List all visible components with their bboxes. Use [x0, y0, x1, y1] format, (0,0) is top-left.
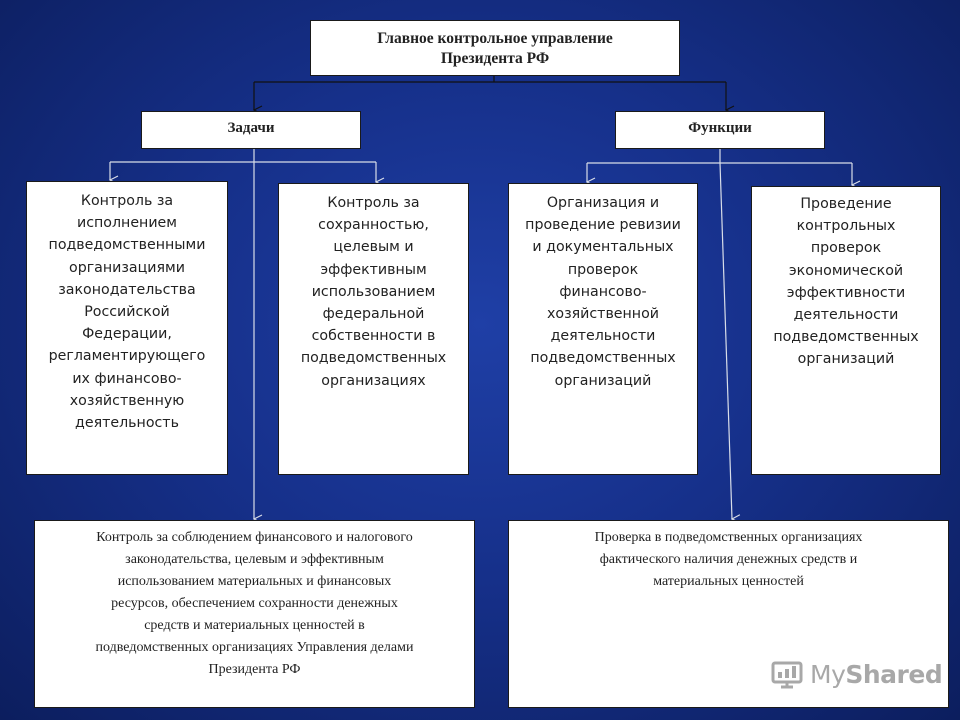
card-line: подведомственных	[300, 350, 447, 367]
card-line: финансово-	[559, 283, 647, 300]
card-line: подведомственных организациях Управления делами	[95, 640, 414, 655]
card-line: исполнением	[77, 215, 177, 232]
card-line: организациях	[321, 372, 426, 389]
card-line: организаций	[554, 372, 652, 389]
functions-label: Функции	[688, 120, 752, 136]
card-line: экономической	[788, 262, 904, 279]
tasks-label: Задачи	[227, 120, 275, 136]
connector-root-split	[254, 76, 726, 82]
card-line: Контроль за	[80, 193, 174, 209]
card-line: подведомственными	[48, 237, 206, 254]
card-line: фактического наличия денежных средств и	[599, 552, 858, 567]
tasks-node	[141, 111, 361, 149]
card-line: Российской	[84, 304, 170, 321]
card-line: и документальных	[532, 239, 674, 256]
card-line: использованием	[311, 283, 436, 300]
presentation-icon	[770, 659, 804, 689]
card-line: собственности в	[311, 328, 436, 345]
arrow-to-function-card-3	[720, 163, 732, 519]
card-line: ресурсов, обеспечением сохранности денежных	[111, 596, 398, 611]
card-line: деятельность	[75, 415, 179, 432]
card-line: деятельности	[793, 307, 899, 324]
card-line: средств и материальных ценностей в	[144, 618, 365, 633]
card-line: использованием материальных и финансовых	[117, 574, 392, 589]
card-line: целевым и	[333, 239, 414, 256]
root-title-line-1: Главное контрольное управление	[377, 30, 613, 47]
function-card-1	[508, 183, 698, 475]
connector-functions-split	[587, 149, 852, 163]
card-line: Проведение	[800, 196, 892, 212]
card-line: хозяйственной	[547, 306, 659, 323]
card-line: Контроль за соблюдением финансового и налогового	[96, 530, 413, 545]
card-line: Президента РФ	[208, 662, 301, 677]
card-line: Федерации,	[82, 326, 172, 343]
connector-tasks-split	[110, 149, 376, 162]
root-node	[310, 20, 680, 76]
card-line: подведомственных	[530, 350, 676, 367]
card-line: проверок	[810, 240, 882, 257]
card-line: эффективным	[320, 261, 427, 278]
card-line: эффективности	[786, 284, 906, 301]
card-line: законодательства, целевым и эффективным	[125, 552, 384, 567]
task-card-3	[34, 520, 475, 708]
card-line: Организация и	[546, 195, 660, 211]
card-line: их финансово-	[72, 370, 182, 387]
card-line: регламентирующего	[48, 348, 206, 365]
card-line: организаций	[797, 351, 895, 368]
watermark-brand: MyShared	[810, 659, 943, 689]
task-card-1	[26, 181, 228, 475]
card-line: материальных ценностей	[653, 574, 804, 589]
card-line: деятельности	[550, 328, 656, 345]
card-line: подведомственных	[773, 329, 919, 346]
card-line: федеральной	[322, 306, 425, 323]
card-line: хозяйственную	[69, 392, 185, 409]
card-line: организациями	[69, 259, 185, 276]
task-card-2	[278, 183, 469, 475]
card-line: сохранностью,	[318, 217, 429, 234]
card-line: Контроль за	[327, 195, 420, 211]
root-title-line-2: Президента РФ	[440, 50, 550, 67]
function-card-2	[751, 186, 941, 475]
card-line: законодательства	[58, 281, 196, 298]
card-line: проведение ревизии	[525, 217, 681, 234]
card-line: проверок	[567, 261, 639, 278]
card-line: контрольных	[796, 218, 896, 235]
card-line: Проверка в подведомственных организациях	[594, 530, 863, 545]
watermark	[770, 656, 942, 692]
functions-node	[615, 111, 825, 149]
